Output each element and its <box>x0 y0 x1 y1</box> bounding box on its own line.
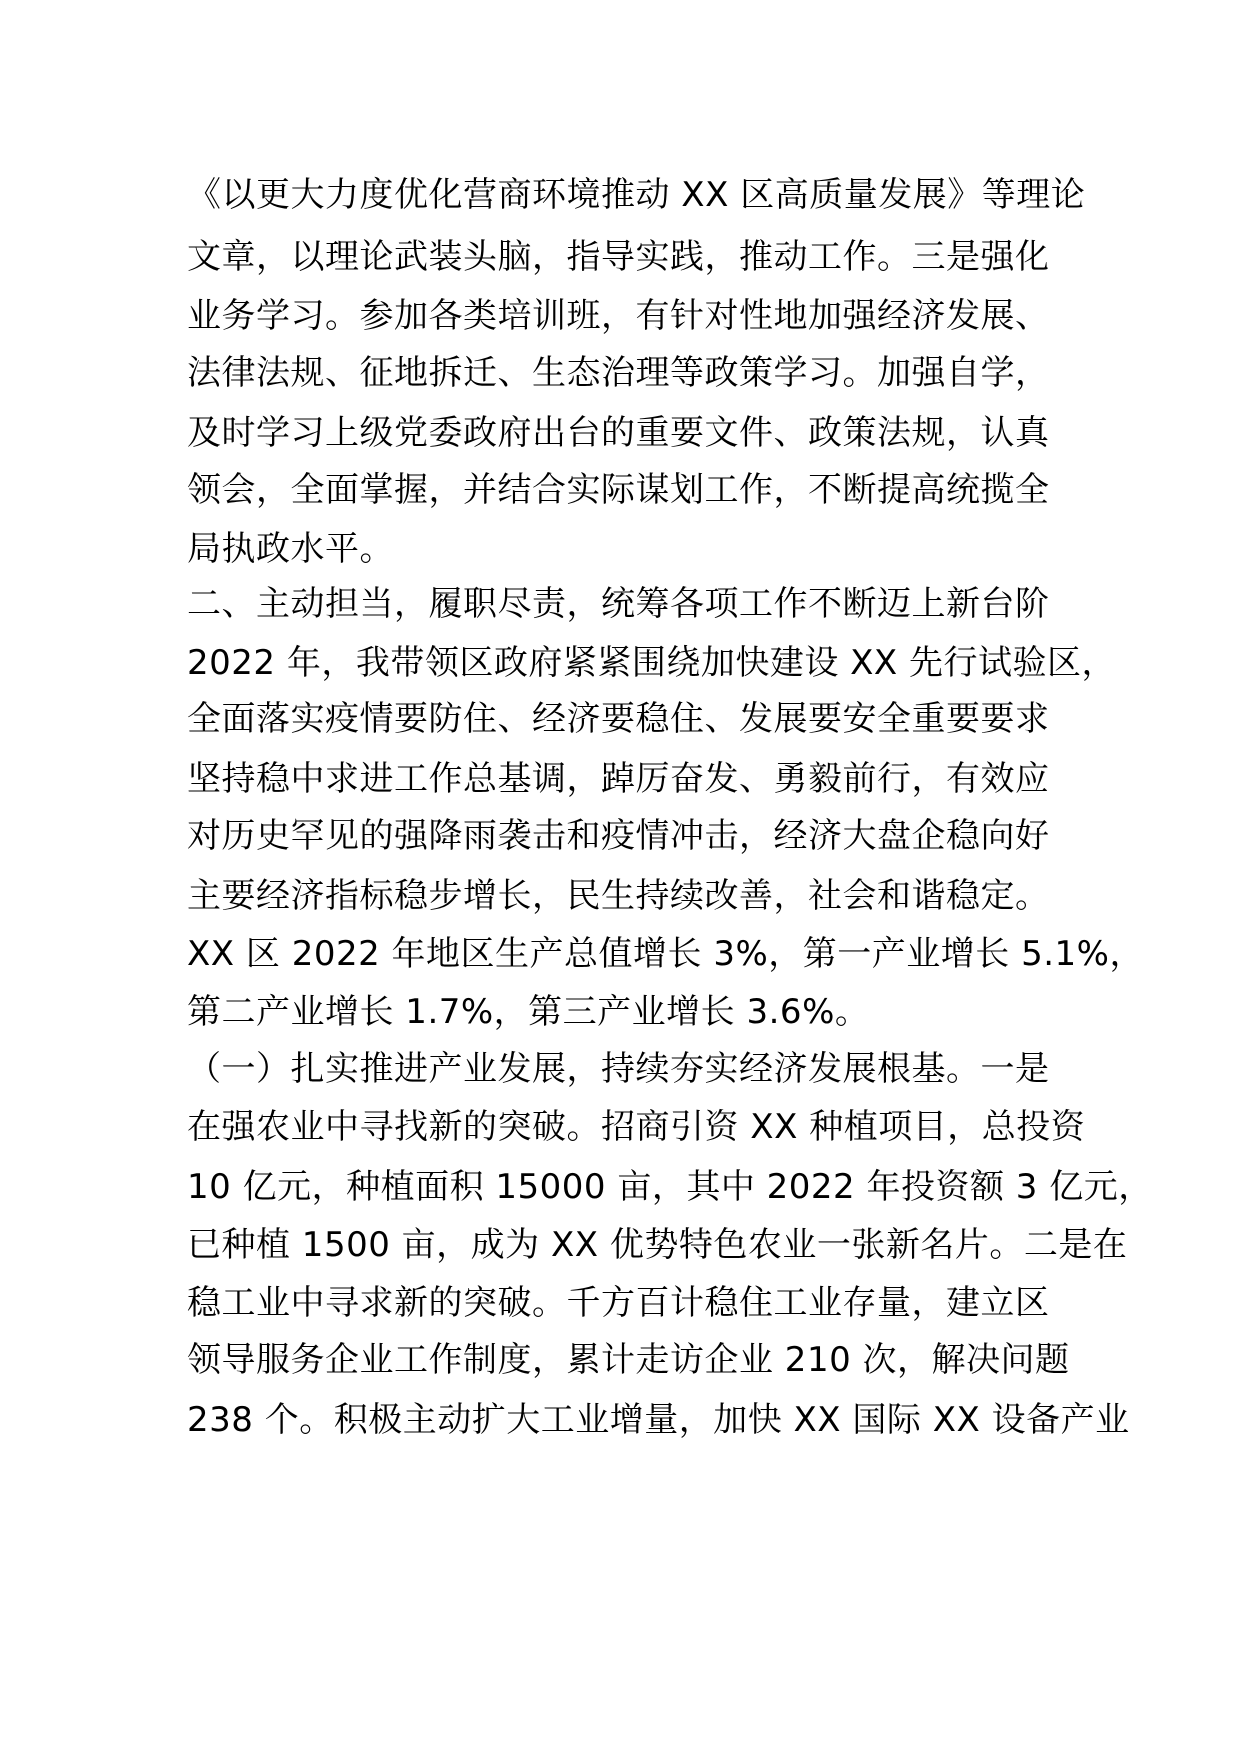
text-line: 2022 年，我带领区政府紧紧围绕加快建设 XX 先行试验区， <box>187 643 1117 683</box>
text-line: 稳工业中寻求新的突破。千方百计稳住工业存量，建立区 <box>187 1283 1050 1323</box>
text-line: XX 区 2022 年地区生产总值增长 3%，第一产业增长 5.1%， <box>187 934 1144 974</box>
text-line: 文章，以理论武装头脑，指导实践，推动工作。三是强化 <box>187 237 1050 277</box>
text-line: 已种植 1500 亩，成为 XX 优势特色农业一张新名片。二是在 <box>187 1225 1128 1265</box>
text-line: 法律法规、征地拆迁、生态治理等政策学习。加强自学， <box>187 353 1050 393</box>
section-heading: 二、主动担当，履职尽责，统筹各项工作不断迈上新台阶 <box>187 584 1050 624</box>
text-line: 在强农业中寻找新的突破。招商引资 XX 种植项目，总投资 <box>187 1107 1086 1147</box>
text-line: 238 个。积极主动扩大工业增量，加快 XX 国际 XX 设备产业 <box>187 1400 1130 1440</box>
subsection-heading: （一）扎实推进产业发展，持续夯实经济发展根基。一是 <box>187 1049 1050 1089</box>
text-line: 主要经济指标稳步增长，民生持续改善，社会和谐稳定。 <box>187 876 1050 916</box>
text-line: 第二产业增长 1.7%，第三产业增长 3.6%。 <box>187 992 870 1032</box>
text-line: 业务学习。参加各类培训班，有针对性地加强经济发展、 <box>187 296 1050 336</box>
text-line: 对历史罕见的强降雨袭击和疫情冲击，经济大盘企稳向好 <box>187 816 1050 856</box>
text-line: 局执政水平。 <box>187 529 394 569</box>
text-line: 坚持稳中求进工作总基调，踔厉奋发、勇毅前行，有效应 <box>187 759 1050 799</box>
text-line: 领导服务企业工作制度，累计走访企业 210 次，解决问题 <box>187 1340 1070 1380</box>
text-line: 领会，全面掌握，并结合实际谋划工作，不断提高统揽全 <box>187 470 1050 510</box>
text-line: 全面落实疫情要防住、经济要稳住、发展要安全重要要求 <box>187 699 1050 739</box>
text-line: 及时学习上级党委政府出台的重要文件、政策法规，认真 <box>187 413 1050 453</box>
text-line: 10 亿元，种植面积 15000 亩，其中 2022 年投资额 3 亿元， <box>187 1167 1153 1207</box>
text-line: 《以更大力度优化营商环境推动 XX 区高质量发展》等理论 <box>187 175 1086 215</box>
